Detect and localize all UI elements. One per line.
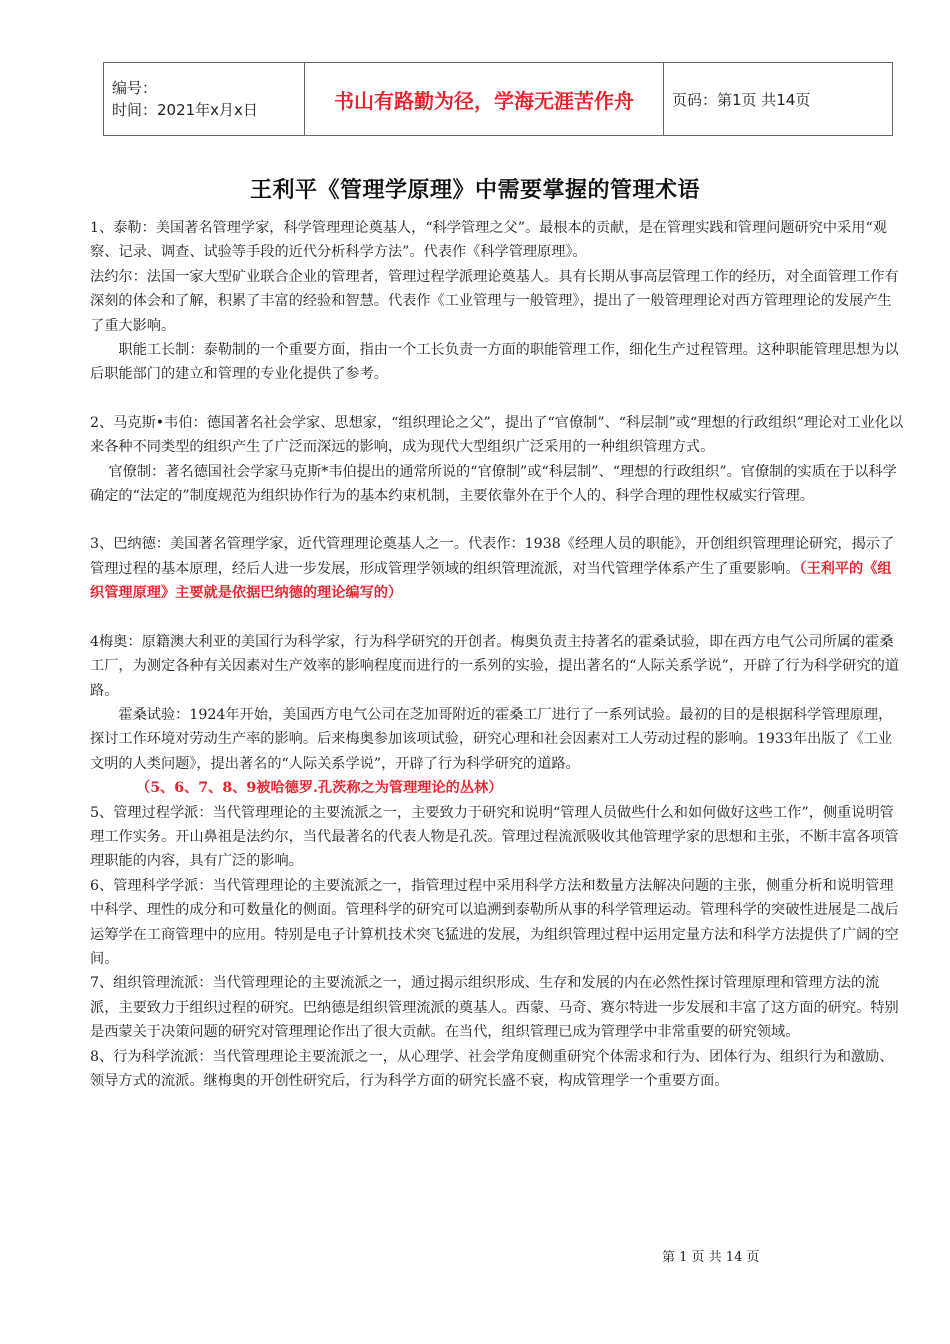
document-body (90, 216, 905, 1093)
page-info: 页码：第1页 共14页 (664, 63, 893, 136)
paragraph-bureaucracy: 官僚制：著名德国社会学家马克斯*韦伯提出的通常所说的“官僚制”或“科层制”、“理想的行政组织”。官僚制的实质在于以科学确定的“法定的”制度规范为组织协作行为的基本约束机制，主要依靠外在于个人的、科学合理的理性权威实行管理。 (90, 463, 897, 505)
paragraph-organization-school: 7、组织管理流派：当代管理理论的主要流派之一，通过揭示组织形成、生存和发展的内在必然性探讨管理原理和管理方法的流派，主要致力于组织过程的研究。巴纳德是组织管理流派的奠基人。西蒙、马奇、赛尔特进一步发展和丰富了这方面的研究。特别是西蒙关于决策问题的研究对管理理论作出了很大贡献。在当代，组织管理已成为管理学中非常重要的研究领域。 (90, 975, 899, 1041)
spacer (90, 508, 905, 532)
paragraph-weber: 2、马克斯•韦伯：德国著名社会学家、思想家，“组织理论之父”，提出了“官僚制”、“科层制”或“理想的行政组织”理论对工业化以来各种不同类型的组织产生了广泛而深远的影响，成为现代大型组织广泛采用的一种组织管理方式。 (90, 414, 904, 456)
spacer (90, 606, 905, 630)
page-footer: 第 1 页 共 14 页 (662, 1250, 760, 1265)
header-table (103, 62, 893, 136)
paragraph-hawthorne: 霍桑试验：1924年开始，美国西方电气公司在芝加哥附近的霍桑工厂进行了一系列试验。最初的目的是根据科学管理原理，探讨工作环境对劳动生产率的影响。后来梅奥参加该项试验，研究心理和社会因素对工人劳动过程的影响。1933年出版了《工业文明的人类问题》，提出著名的“人际关系学说”，开辟了行为科学研究的道路。 (90, 706, 893, 772)
jungle-note: （5、6、7、8、9被哈德罗.孔茨称之为管理理论的丛林） (136, 780, 503, 797)
paragraph-taylor: 1、泰勒：美国著名管理学家，科学管理理论奠基人，“科学管理之父”。最根本的贡献，是在管理实践和管理问题研究中采用“观察、记录、调查、试验等手段的近代分析科学方法”。代表作《科学管理原理》。 (90, 220, 887, 261)
spacer (90, 387, 905, 411)
number-label: 编号： (112, 79, 158, 97)
document-title: 王利平《管理学原理》中需要掌握的管理术语 (249, 178, 700, 203)
paragraph-functional-foreman: 职能工长制：泰勒制的一个重要方面，指由一个工长负责一方面的职能管理工作，细化生产过程管理。这种职能管理思想为以后职能部门的建立和管理的专业化提供了参考。 (90, 342, 899, 383)
header-left-cell (104, 63, 305, 136)
motto: 书山有路勤为径，学海无涯苦作舟 (305, 63, 664, 136)
paragraph-behavioral-school: 8、行为科学流派：当代管理理论主要流派之一，从心理学、社会学角度侧重研究个体需求和行为、团体行为、组织行为和激励、领导方式的流派。继梅奥的开创性研究后，行为科学方面的研究长盛不衰，构成管理学一个重要方面。 (90, 1048, 894, 1089)
paragraph-process-school: 5、管理过程学派：当代管理理论的主要流派之一，主要致力于研究和说明“管理人员做些什么和如何做好这些工作”，侧重说明管理工作实务。开山鼻祖是法约尔，当代最著名的代表人物是孔茨。管理过程流派吸收其他管理学家的思想和主张，不断丰富各项管理职能的内容，具有广泛的影响。 (90, 804, 899, 870)
barnard-text: 3、巴纳德：美国著名管理学家，近代管理理论奠基人之一。代表作：1938《经理人员的职能》，开创组织管理理论研究，揭示了管理过程的基本原理，经后人进一步发展，形成管理学领域的组织管理流派，对当代管理学体系产生了重要影响。 (90, 536, 895, 577)
paragraph-mayo: 4梅奥：原籍澳大利亚的美国行为科学家，行为科学研究的开创者。梅奥负责主持著名的霍桑试验，即在西方电气公司所属的霍桑工厂，为测定各种有关因素对生产效率的影响程度而进行的一系列的实验，提出著名的“人际关系学说”，开辟了行为科学研究的道路。 (90, 633, 900, 699)
paragraph-fayol: 法约尔：法国一家大型矿业联合企业的管理者，管理过程学派理论奠基人。具有长期从事高层管理工作的经历，对全面管理工作有深刻的体会和了解，积累了丰富的经验和智慧。代表作《工业管理与一般管理》，提出了一般管理理论对西方管理理论的发展产生了重大影响。 (90, 268, 899, 334)
barnard-note: （王利平的《组织管理原理》主要就是依据巴纳德的理论编写的） (90, 560, 892, 602)
paragraph-management-science: 6、管理科学学派：当代管理理论的主要流派之一，指管理过程中采用科学方法和数量方法解决问题的主张，侧重分析和说明管理中科学、理性的成分和可数量化的侧面。管理科学的研究可以追溯到泰勒所从事的科学管理运动。管理科学的突破性进展是二战后运筹学在工商管理中的应用。特别是电子计算机技术突飞猛进的发展，为组织管理过程中运用定量方法和科学方法提供了广阔的空间。 (90, 877, 899, 967)
time-label: 时间：2021年x月x日 (112, 101, 258, 119)
paragraph-barnard (90, 532, 905, 605)
